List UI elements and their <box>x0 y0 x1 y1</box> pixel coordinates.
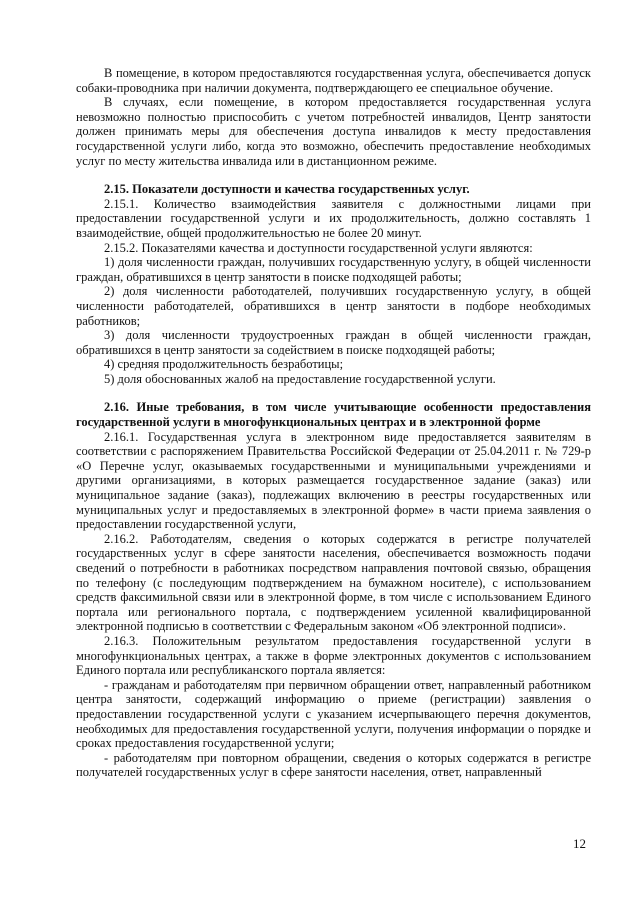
page-number: 12 <box>573 836 586 851</box>
paragraph-disabled-access: В случаях, если помещение, в котором предоставляется государственная услуга невозможно полностью приспособить с учетом потребностей инвалидов, Центр занятости должен принимать меры для обеспечения доступа инвалидов к месту предоставления государственной услуги либо, когда это возможно, обеспечить предоставление необходимых услуг по месту жительства инвалида или в дистанционном режиме. <box>76 95 591 168</box>
paragraph-guide-dog: В помещение, в котором предоставляются государственная услуга, обеспечивается допуск собаки-проводника при наличии документа, подтверждающего ее специальное обучение. <box>76 66 591 95</box>
list-item-1: 1) доля численности граждан, получивших государственную услугу, в общей численности граждан, обратившихся в центр занятости в поиске подходящей работы; <box>76 255 591 284</box>
list-item-5: 5) доля обоснованных жалоб на предоставление государственной услуги. <box>104 371 496 386</box>
paragraph-2-15-1: 2.15.1. Количество взаимодействия заявителя с должностными лицами при предоставлении государственной услуги и их продолжительность, должно составлять 1 взаимодействие, общей продолжительностью не более 20 минут. <box>76 196 591 240</box>
spacer <box>76 168 591 182</box>
spacer <box>76 386 591 400</box>
list-item-4: 4) средняя продолжительность безработицы; <box>104 357 344 372</box>
paragraph-2-16-1: 2.16.1. Государственная услуга в электронном виде предоставляется заявителям в соответствии с распоряжением Правительства Российской Федерации от 25.04.2011 г. № 729-р «О Перечне услуг, оказываемых государственными и муниципальными учреждениями и другими организациями, в которых размещается государственное задание (заказ) или муниципальное задание (заказ), подлежащих включению в реестры государственных или муниципальных услуг и предоставляемых в электронной форме» в части приема заявления о предоставлении государственной услуги, <box>76 429 591 532</box>
paragraph-2-15-2: 2.15.2. Показателями качества и доступности государственной услуги являются: <box>104 240 533 255</box>
paragraph-2-16-2: 2.16.2. Работодателям, сведения о которых содержатся в регистре получателей государственных услуг в сфере занятости населения, обеспечивается возможность подачи сведений о потребности в работниках посредством направления почтовой связью, обращения по телефону (с последующим подтверждением на бумажном носителе), с использованием средств факсимильной связи или в электронной форме, в том числе с использованием Единого портала или регионального портала, с подтверждением усиленной квалифицированной электронной подписью в соответствии с Федеральным законом «Об электронной подписи». <box>76 531 591 634</box>
bullet-item-repeat: - работодателям при повторном обращении, сведения о которых содержатся в регистре получателей государственных услуг в сфере занятости населения, ответ, направленный <box>76 750 591 780</box>
list-item-3: 3) доля численности трудоустроенных граждан в общей численности граждан, обратившихся в центр занятости за содействием в поиске подходящей работы; <box>76 328 591 357</box>
document-page <box>76 66 591 780</box>
list-item-2: 2) доля численности работодателей, получивших государственную услугу, в общей численности работодателей, обратившихся в центр занятости в подборе необходимых работников; <box>76 284 591 328</box>
bullet-item-primary: - гражданам и работодателям при первичном обращении ответ, направленный работником центра занятости, содержащий информацию о приеме (регистрации) заявления о предоставлении государственной услуги с указанием исчерпывающего перечня документов, необходимых для предоставления государственной услуги, получения информации о порядке и сроках предоставления государственной услуги; <box>76 677 591 751</box>
heading-2-15: 2.15. Показатели доступности и качества государственных услуг. <box>104 182 470 197</box>
paragraph-2-16-3: 2.16.3. Положительным результатом предоставления государственной услуги в многофункциональных центрах, а также в форме электронных документов с использованием Единого портала или республиканского портала является: <box>76 633 591 678</box>
heading-2-16: 2.16. Иные требования, в том числе учитывающие особенности предоставления государственной услуги в многофункциональных центрах и в электронной форме <box>76 400 591 430</box>
